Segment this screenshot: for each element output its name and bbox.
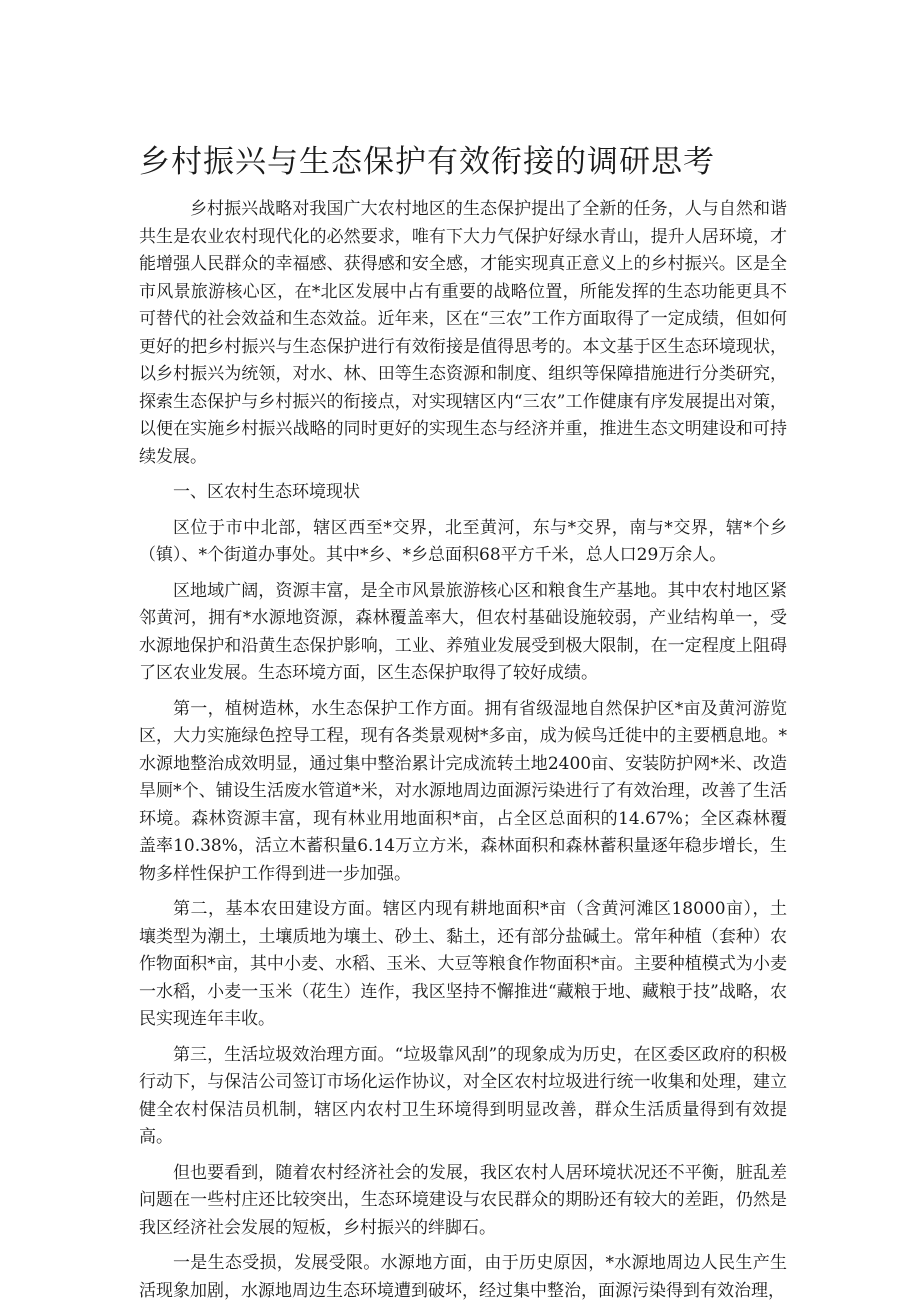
body-paragraph: 第三，生活垃圾效治理方面。“垃圾靠风刮”的现象成为历史，在区委区政府的积极行动下，与保洁公司签订市场化运作协议，对全区农村垃圾进行统一收集和处理，建立健全农村保洁员机制，辖区内农村卫生环境得到明显改善，群众生活质量得到有效提高。 (139, 1044, 787, 1147)
intro-paragraph: 乡村振兴战略对我国广大农村地区的生态保护提出了全新的任务，人与自然和谐共生是农业农村现代化的必然要求，唯有下大力气保护好绿水青山，提升人居环境，才能增强人民群众的幸福感、获得感和安全感，才能实现真正意义上的乡村振兴。区是全市风景旅游核心区，在*北区发展中占有重要的战略位置，所能发挥的生态功能更具不可替代的社会效益和生态效益。近年来，区在“三农”工作方面取得了一定成绩，但如何更好的把乡村振兴与生态保护进行有效衔接是值得思考的。本文基于区生态环境现状，以乡村振兴为统领，对水、林、田等生态资源和制度、组织等保障措施进行分类研究，探索生态保护与乡村振兴的衔接点，对实现辖区内“三农”工作健康有序发展提出对策，以便在实施乡村振兴战略的同时更好的实现生态与经济并重，推进生态文明建设和可持续发展。 (139, 199, 787, 467)
document-body (139, 196, 787, 1313)
body-paragraph: 一是生态受损，发展受限。水源地方面，由于历史原因，*水源地周边人民生产生活现象加剧，水源地周边生态环境遭到破坏，经过集中整治，面源污染得到有效治理， (139, 1253, 787, 1301)
body-paragraph: 第二，基本农田建设方面。辖区内现有耕地面积*亩（含黄河滩区18000亩），土壤类型为潮土，土壤质地为壤土、砂土、黏土，还有部分盐碱土。常年种植（套种）农作物面积*亩，其中小麦、水稻、玉米、大豆等粮食作物面积*亩。主要种植模式为小麦一水稻，小麦一玉米（花生）连作，我区坚持不懈推进“藏粮于地、藏粮于技”战略，农民实现连年丰收。 (139, 899, 787, 1029)
document-title: 乡村振兴与生态保护有效衔接的调研思考 (139, 144, 715, 180)
body-paragraph: 区位于市中北部，辖区西至*交界，北至黄河，东与*交界，南与*交界，辖*个乡（镇）、*个街道办事处。其中*乡、*乡总面积68平方千米，总人口29万余人。 (139, 517, 787, 565)
body-paragraph: 第一，植树造林，水生态保护工作方面。拥有省级湿地自然保护区*亩及黄河游览区，大力实施绿色控导工程，现有各类景观树*多亩，成为候鸟迁徙中的主要栖息地。*水源地整治成效明显，通过集中整治累计完成流转土地2400亩、安装防护网*米、改造旱厕*个、铺设生活废水管道*米，对水源地周边面源污染进行了有效治理，改善了生活环境。森林资源丰富，现有林业用地面积*亩，占全区总面积的14.67%；全区森林覆盖率10.38%，活立木蓄积量6.14万立方米，森林面积和森林蓄积量逐年稳步增长，生物多样性保护工作得到进一步加强。 (139, 698, 787, 884)
body-paragraph: 区地域广阔，资源丰富，是全市风景旅游核心区和粮食生产基地。其中农村地区紧邻黄河，拥有*水源地资源，森林覆盖率大，但农村基础设施较弱，产业结构单一，受水源地保护和沿黄生态保护影响，工业、养殖业发展受到极大限制，在一定程度上阻碍了区农业发展。生态环境方面，区生态保护取得了较好成绩。 (139, 580, 787, 683)
body-paragraph: 但也要看到，随着农村经济社会的发展，我区农村人居环境状况还不平衡，脏乱差问题在一些村庄还比较突出，生态环境建设与农民群众的期盼还有较大的差距，仍然是我区经济社会发展的短板，乡村振兴的绊脚石。 (139, 1162, 787, 1238)
section-heading: 一、区农村生态环境现状 (173, 482, 360, 502)
